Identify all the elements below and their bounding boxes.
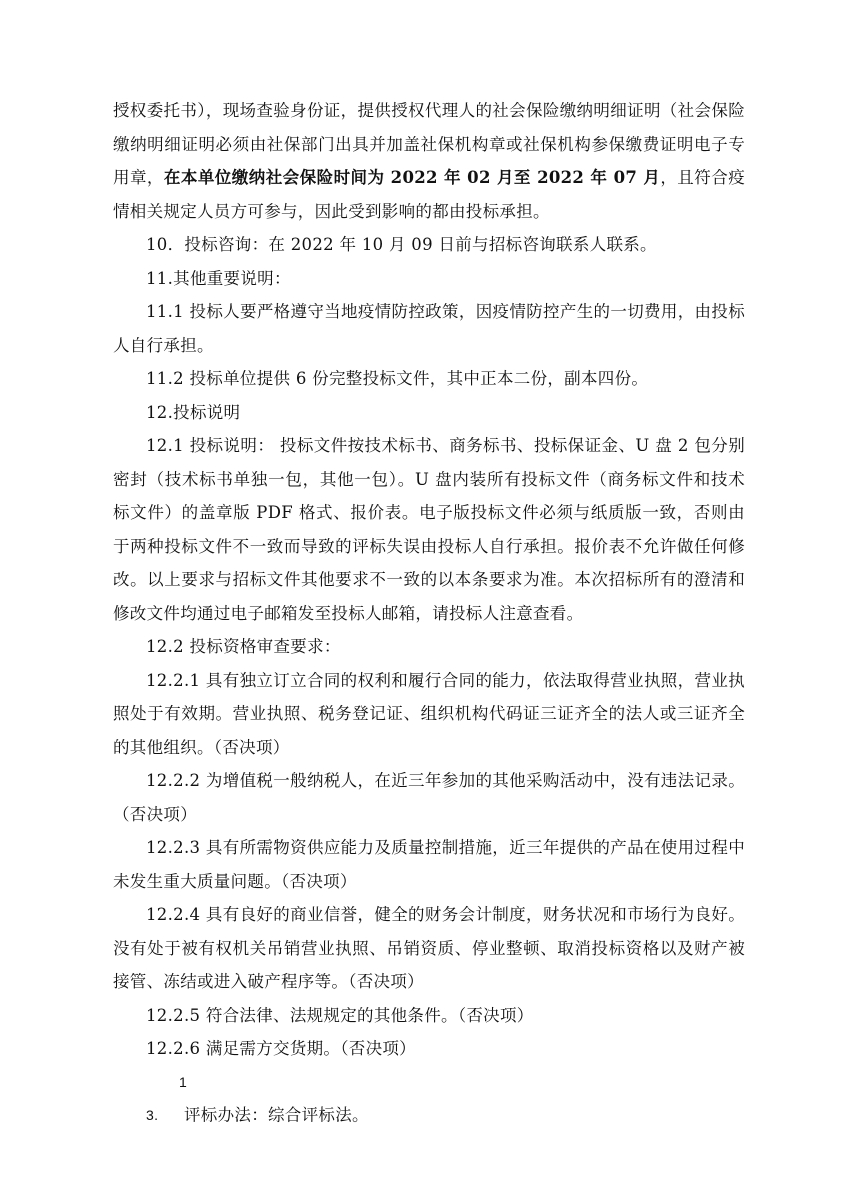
item-12-1: 12.1 投标说明： 投标文件按技术标书、商务标书、投标保证金、U 盘 2 包分别密封（技术标书单独一包，其他一包）。U 盘内装所有投标文件（商务标文件和技术标文件）的盖章版 PDF 格式、报价表。电子版投标文件必须与纸质版一致，否则由于两种投标文件不一致而导致的评标失误由投标人自行承担。报价表不允许做任何修改。以上要求与招标文件其他要求不一致的以本条要求为准。本次招标所有的澄清和修改文件均通过电子邮箱发至投标人邮箱，请投标人注意查看。	[113, 436, 745, 623]
item-12-2-1: 12.2.1 具有独立订立合同的权利和履行合同的能力，依法取得营业执照，营业执照处于有效期。营业执照、税务登记证、组织机构代码证三证齐全的法人或三证齐全的其他组织。（否决项）	[113, 670, 745, 757]
item-12-heading: 12.投标说明	[146, 402, 241, 422]
item-13-text: 评标办法：综合评标法。	[184, 1105, 369, 1124]
item-11-1: 11.1 投标人要严格遵守当地疫情防控政策，因疫情防控产生的一切费用，由投标人自行承担。	[113, 302, 745, 355]
item-12-2: 12.2 投标资格审查要求：	[146, 637, 341, 656]
paragraph-authorization-text-2: ，且符合疫情相关规定人员方可参与，因此受到影响的都由投标承担。	[113, 168, 746, 221]
paragraph-authorization-text-1: 授权委托书），现场查验身份证，提供授权代理人的社会保险缴纳明细证明（社会保险缴纳明细证明必须由社保部门出具并加盖社保机构章或社保机构参保缴费证明电子专用章，	[113, 101, 745, 187]
item-11-2: 11.2 投标单位提供 6 份完整投标文件，其中正本二份，副本四份。	[146, 369, 649, 388]
item-12-2-4: 12.2.4 具有良好的商业信誉，健全的财务会计制度，财务状况和市场行为良好。没有处于被有权机关吊销营业执照、吊销资质、停业整顿、取消投标资格以及财产被接管、冻结或进入破产程序等。（否决项）	[113, 905, 745, 991]
item-11-heading: 11.其他重要说明：	[146, 268, 291, 288]
paragraph-authorization	[113, 94, 745, 228]
item-13-number: 13.	[146, 1073, 188, 1123]
item-12-2-5: 12.2.5 符合法律、法规规定的其他条件。（否决项）	[146, 1005, 534, 1025]
paragraph-authorization-bold: 在本单位缴纳社会保险时间为 2022 年 02 月至 2022 年 07 月	[163, 168, 661, 187]
item-12-2-3: 12.2.3 具有所需物资供应能力及质量控制措施，近三年提供的产品在使用过程中未发生重大质量问题。（否决项）	[113, 838, 745, 891]
item-13-evaluation	[113, 1066, 745, 1133]
item-12-2-6: 12.2.6 满足需方交货期。（否决项）	[146, 1039, 416, 1058]
document-body	[113, 94, 745, 1133]
item-12-2-2: 12.2.2 为增值税一般纳税人，在近三年参加的其他采购活动中，没有违法记录。（否决项）	[113, 771, 745, 824]
item-10-consultation: 10．投标咨询：在 2022 年 10 月 09 日前与招标咨询联系人联系。	[146, 235, 657, 254]
